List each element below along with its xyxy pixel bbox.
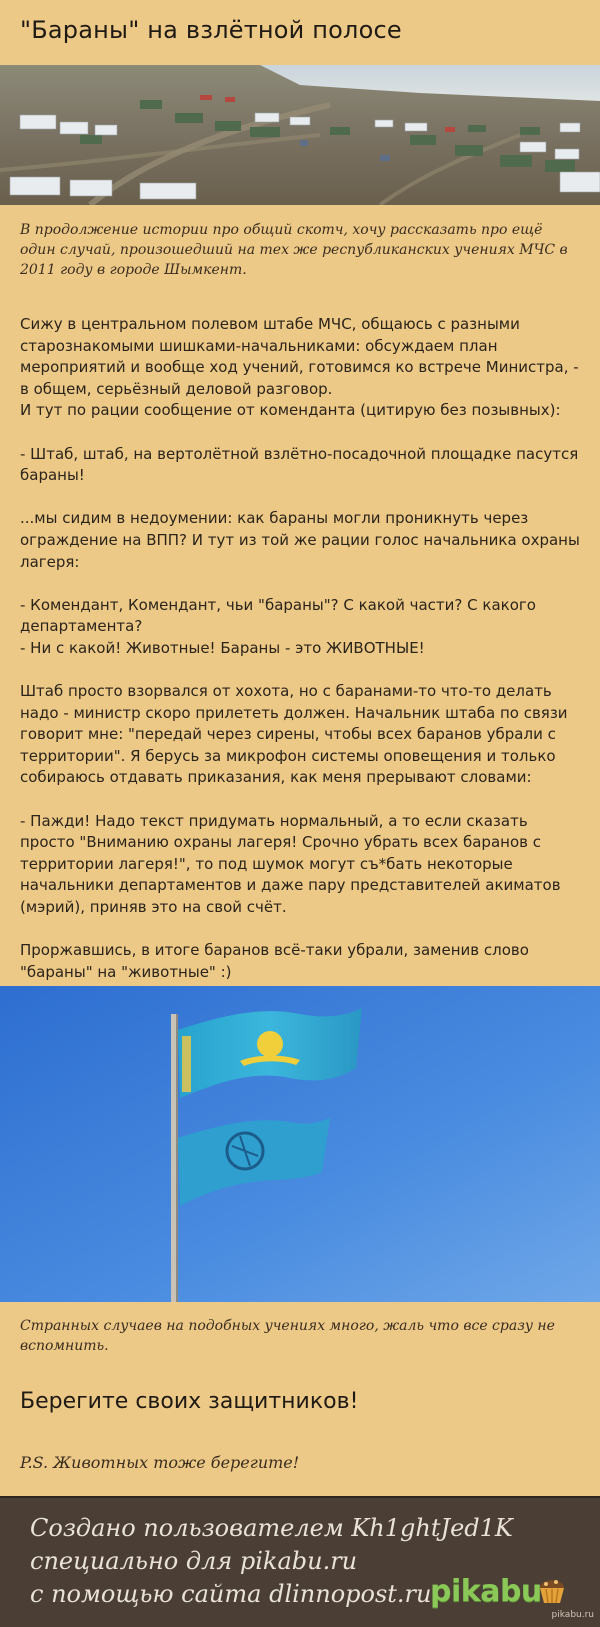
intro-text: В продолжение истории про общий скотч, хочу рассказать про ещё один случай, произошедший на тех же республиканских учениях МЧС в 2011 году в городе Шымкент. (20, 222, 568, 278)
footer-line-tool: с помощью сайта dlinnopost.ru (30, 1580, 432, 1608)
story-paragraph: Штаб просто взорвался от хохота, но с баранами-то что-то делать надо - министр скоро прилететь должен. Начальник штаба по связи говорит мне: "передай через сирены, чтобы всех баранов убрали с территории". Я берусь за микрофон системы оповещения и только собираюсь отдавать приказания, как меня прерывают словами: (20, 682, 568, 787)
footer-line-author: Создано пользователем Kh1ghtJed1K (30, 1514, 513, 1542)
slogan-text: Берегите своих защитников! (20, 1389, 359, 1414)
watermark: pikabu.ru (551, 1610, 594, 1620)
outro-text: Странных случаев на подобных учениях много, жаль что все сразу не вспомнить. (20, 1318, 555, 1354)
story-paragraph: - Штаб, штаб, на вертолётной взлётно-посадочной площадке пасутся бараны! (20, 444, 579, 485)
story-paragraph: - Комендант, Комендант, чьи "бараны"? С какой части? С какого департамента? - Ни с какой! Животные! Бараны - это ЖИВОТНЫЕ! (20, 595, 536, 657)
flags-photo (0, 986, 600, 1302)
story-paragraph: Сижу в центральном полевом штабе МЧС, общаюсь с разными старознакомыми шишками-начальниками: обсуждаем план мероприятий и вообще ход учений, готовимся ко встрече Министра, - в общем, серьёзный деловой разговор. И тут по рации сообщение от коменданта (цитирую без позывных): (20, 315, 579, 420)
ps-text: P.S. Животных тоже берегите! (20, 1453, 300, 1472)
pikabu-logo[interactable]: pikabu (430, 1574, 542, 1609)
footer-line-site: специально для pikabu.ru (30, 1547, 358, 1575)
cupcake-icon (534, 1570, 570, 1610)
camp-photo (0, 65, 600, 205)
story-paragraph: - Пажди! Надо текст придумать нормальный, а то если сказать просто "Вниманию охраны лагеря! Срочно убрать всех баранов с территории лагеря!", то под шумок могут съ*бать некоторые начальники департаментов и даже пару представителей акиматов (мэрий), приняв это на свой счёт. (20, 811, 561, 917)
story-body (20, 314, 585, 983)
story-paragraph: ...мы сидим в недоумении: как бараны могли проникнуть через ограждение на ВПП? И тут из той же рации голос начальника охраны лагеря: (20, 509, 580, 571)
footer (0, 1496, 600, 1627)
post-title: "Бараны" на взлётной полосе (20, 16, 402, 44)
story-paragraph: Проржавшись, в итоге баранов всё-таки убрали, заменив слово "бараны" на "животные" :) (20, 941, 529, 981)
